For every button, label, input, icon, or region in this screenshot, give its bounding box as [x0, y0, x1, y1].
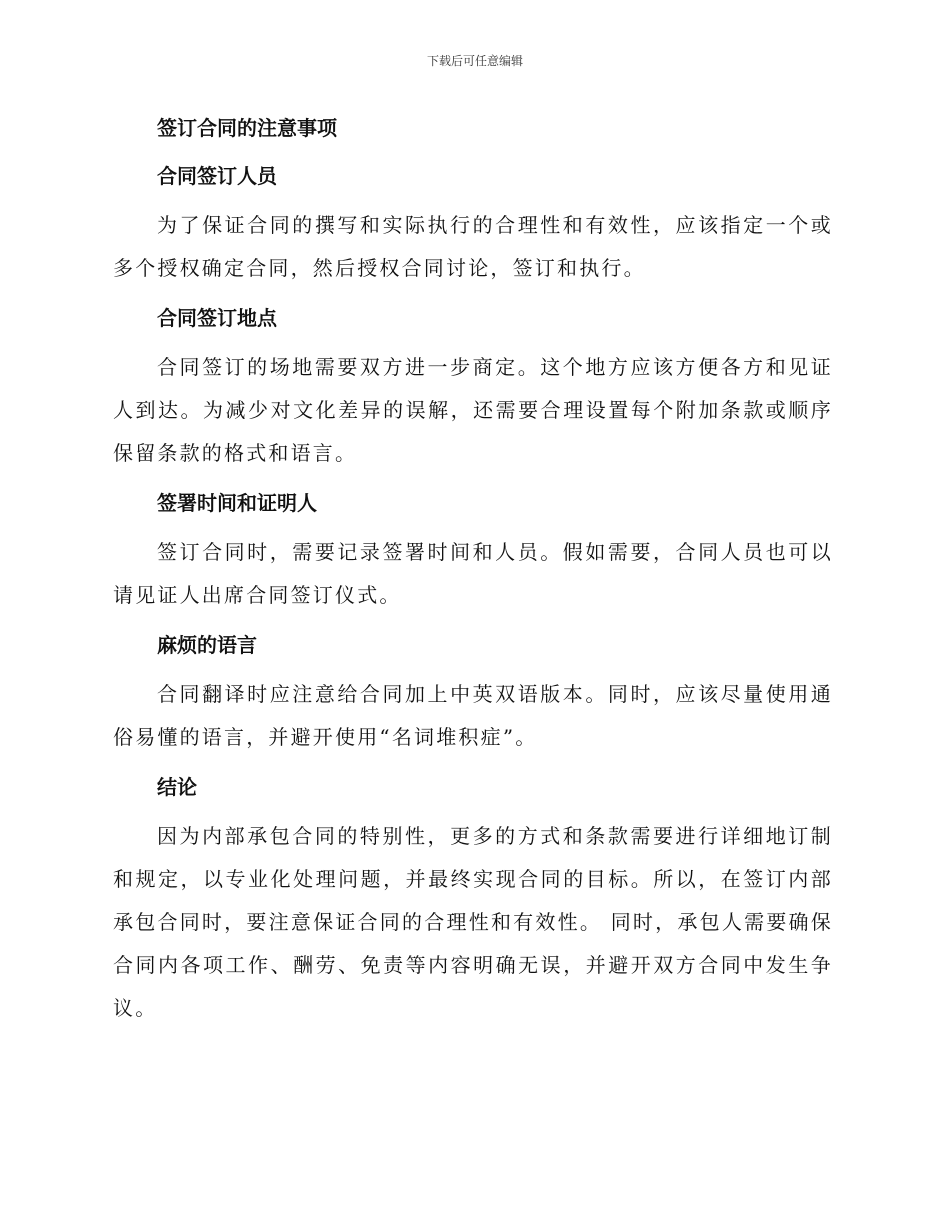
section-heading-location: 合同签订地点 [157, 306, 277, 330]
section-paragraph-time-witness: 签订合同时，需要记录签署时间和人员。假如需要，合同人员也可以请见证人出席合同签订仪式。 [113, 540, 833, 607]
section-paragraph-signatories: 为了保证合同的撰写和实际执行的合理性和有效性，应该指定一个或多个授权确定合同，然后授权合同讨论，签订和执行。 [113, 213, 833, 280]
section-heading-language: 麻烦的语言 [157, 633, 257, 657]
document-title: 签订合同的注意事项 [157, 116, 337, 140]
section-paragraph-location: 合同签订的场地需要双方进一步商定。这个地方应该方便各方和见证人到达。为减少对文化差异的误解，还需要合理设置每个附加条款或顺序保留条款的格式和语言。 [113, 355, 833, 465]
document-body [113, 108, 833, 1038]
section-heading-conclusion: 结论 [157, 775, 197, 799]
section-paragraph-conclusion: 因为内部承包合同的特别性，更多的方式和条款需要进行详细地订制和规定，以专业化处理问题，并最终实现合同的目标。所以，在签订内部承包合同时，要注意保证合同的合理性和有效性。 同时，承包人需要确保合同内各项工作、酬劳、免责等内容明确无误，并避开双方合同中发生争议。 [113, 824, 833, 1020]
section-heading-signatories: 合同签订人员 [157, 164, 277, 188]
header-note: 下载后可任意编辑 [426, 54, 523, 68]
section-paragraph-language: 合同翻译时应注意给合同加上中英双语版本。同时，应该尽量使用通俗易懂的语言，并避开使用“名词堆积症”。 [113, 682, 833, 749]
section-heading-time-witness: 签署时间和证明人 [157, 491, 317, 515]
